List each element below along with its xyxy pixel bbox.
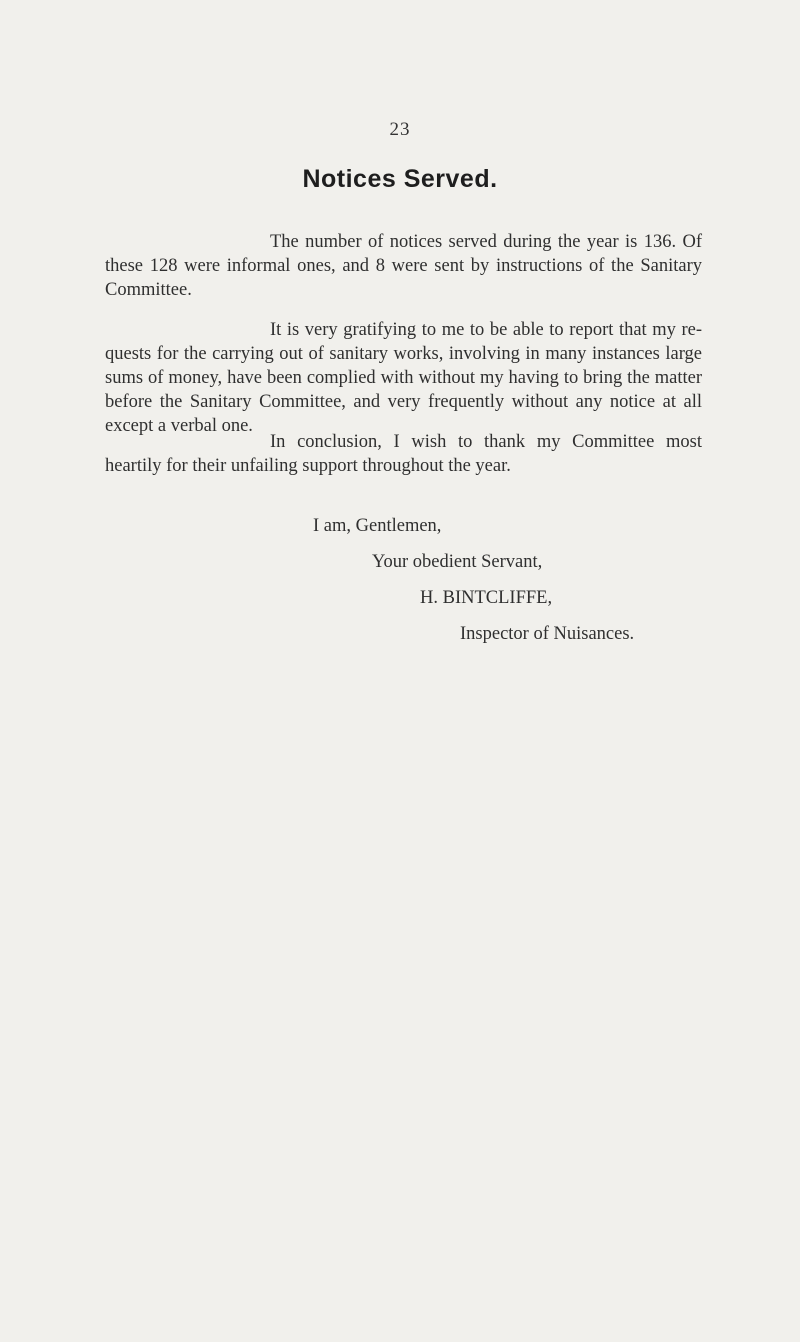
- signature-name: H. BINTCLIFFE,: [420, 588, 553, 608]
- closing-valediction: Your obedient Servant,: [372, 552, 543, 572]
- paragraph-conclusion: In conclusion, I wish to thank my Committee most heartily for their unfailing support throughout the year.: [105, 432, 702, 476]
- paragraph-notices-count: The number of notices served during the year is 136. Of these 128 were informal ones, and 8 were sent by instructions of the Sanitary Committee.: [105, 232, 702, 300]
- section-title: Notices Served.: [302, 165, 498, 193]
- paragraph-gratifying-report: It is very gratifying to me to be able to report that my re- quests for the carrying out of sanitary works, involving in many instances large sums of money, have been complied with without my having to bring the matter before the Sanitary Committee, and very frequently without any notice at all except a verbal one.: [105, 320, 702, 436]
- signature-position: Inspector of Nuisances.: [460, 624, 635, 644]
- closing-salutation: I am, Gentlemen,: [313, 516, 442, 536]
- page-number: 23: [389, 119, 411, 140]
